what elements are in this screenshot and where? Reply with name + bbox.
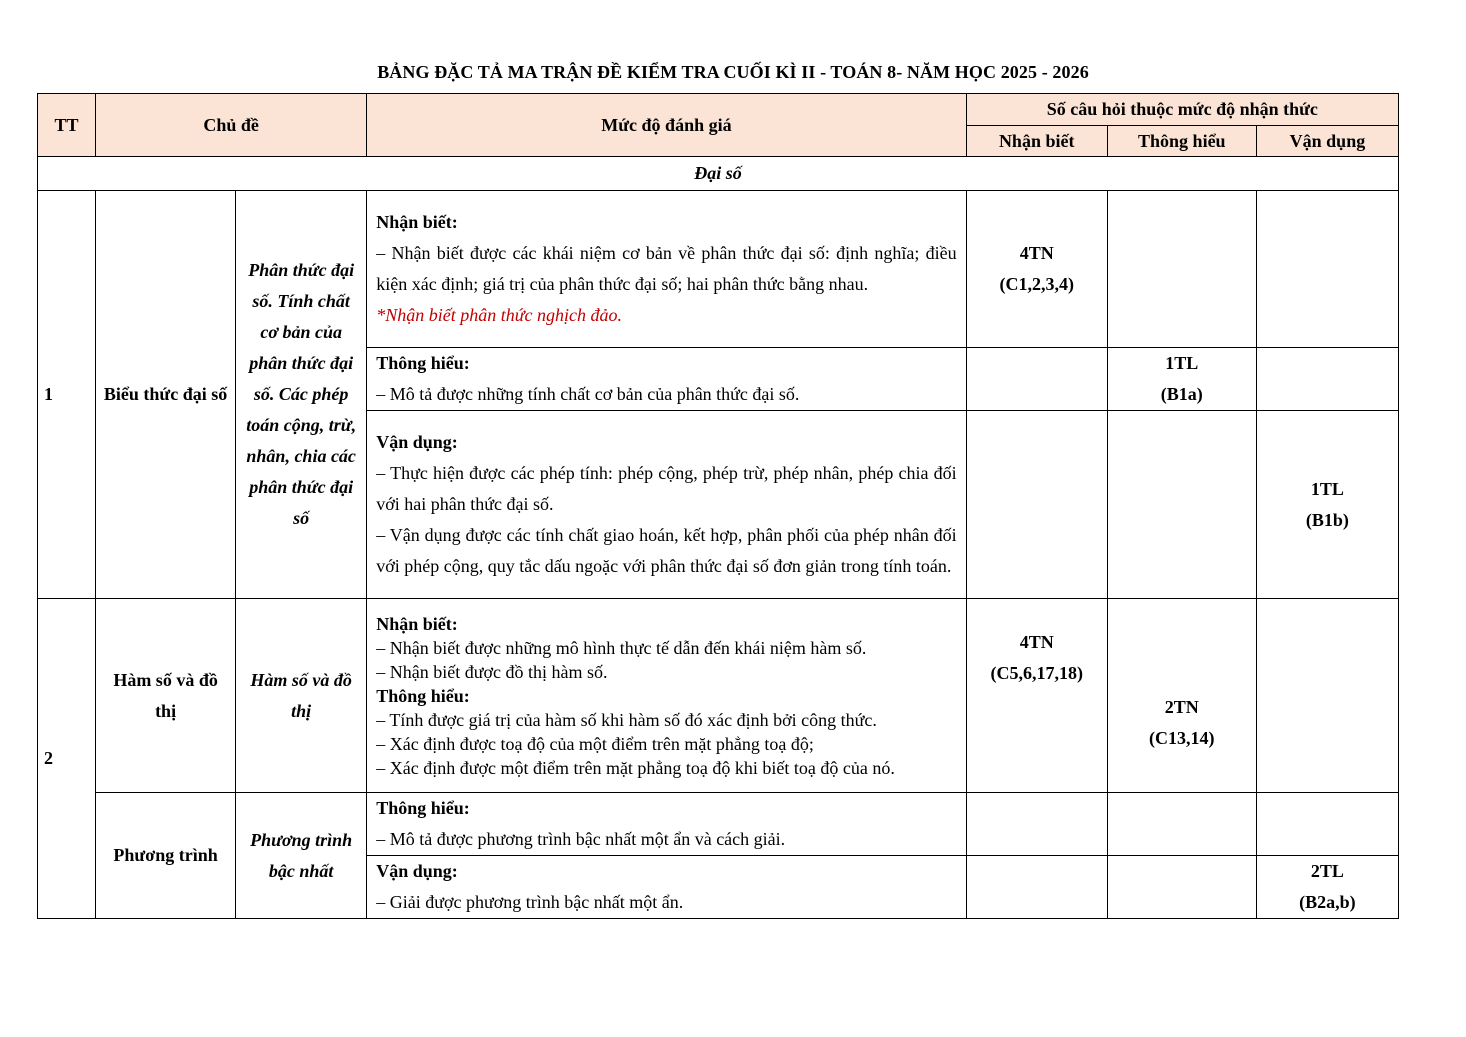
desc-r1-application (367, 411, 966, 599)
count-r2-application (1256, 599, 1398, 793)
count-value: 1TL (1310, 478, 1344, 499)
text-comprehension-2: – Xác định được toạ độ của một điểm trên mặt phẳng toạ độ; (376, 733, 814, 754)
count-r1-recognition-application (1256, 191, 1398, 348)
desc-r3-application (367, 856, 966, 919)
count-r1-application-comprehension (1107, 411, 1256, 599)
section-algebra: Đại số (38, 157, 1399, 191)
desc-r2-functions (367, 599, 966, 793)
desc-r1-recognition (367, 191, 966, 348)
text-comprehension: – Mô tả được phương trình bậc nhất một ẩn và cách giải. (376, 829, 786, 849)
header-application: Vận dụng (1256, 125, 1398, 157)
count-r1-comprehension-application (1256, 348, 1398, 411)
subtopic-functions-graphs: Hàm số và đồ thị (236, 599, 367, 793)
count-ref: (B2a,b) (1299, 892, 1356, 912)
text-comprehension-1: – Tính được giá trị của hàm số khi hàm số đó xác định bởi công thức. (376, 709, 877, 730)
count-r3-application-comprehension (1107, 856, 1256, 919)
label-application: Vận dụng: (376, 861, 458, 881)
count-r1-comprehension (1107, 348, 1256, 411)
label-comprehension: Thông hiểu: (376, 798, 470, 818)
label-comprehension: Thông hiểu: (376, 353, 470, 373)
topic-equations: Phương trình (96, 793, 236, 919)
count-r1-application (1256, 411, 1398, 599)
count-r2-comprehension (1107, 599, 1256, 793)
text-application-1: – Thực hiện được các phép tính: phép cộng, phép trừ, phép nhân, phép chia đối với hai phân thức đại số. (376, 463, 957, 514)
count-r1-application-recognition (966, 411, 1107, 599)
text-application-2: – Vận dụng được các tính chất giao hoán, kết hợp, phân phối của phép nhân đối với phép cộng, quy tắc dấu ngoặc với phân thức đại số đơn giản trong tính toán. (376, 525, 957, 576)
document-title: BẢNG ĐẶC TẢ MA TRẬN ĐỀ KIỂM TRA CUỐI KÌ II - TOÁN 8- NĂM HỌC 2025 - 2026 (377, 62, 1089, 82)
count-r1-comprehension-recognition (966, 348, 1107, 411)
header-assessment-level: Mức độ đánh giá (367, 94, 966, 157)
desc-r1-comprehension (367, 348, 966, 411)
subtopic-linear-equations: Phương trình bậc nhất (236, 793, 367, 919)
count-r2-recognition (966, 599, 1107, 793)
text-application: – Giải được phương trình bậc nhất một ẩn. (376, 892, 684, 912)
text-recognition-2: – Nhận biết được đồ thị hàm số. (376, 661, 608, 682)
count-value: 4TN (1019, 632, 1054, 652)
row-number-2: 2 (38, 599, 96, 919)
count-value: 2TL (1310, 861, 1344, 881)
count-value: 4TN (1019, 243, 1054, 263)
count-r1-recognition (966, 191, 1107, 348)
count-r3-comprehension-comprehension (1107, 793, 1256, 856)
count-ref: (C1,2,3,4) (999, 274, 1074, 294)
count-ref: (C5,6,17,18) (990, 663, 1083, 683)
label-recognition: Nhận biết: (376, 613, 458, 634)
header-recognition: Nhận biết (966, 125, 1107, 157)
count-r3-comprehension-application (1256, 793, 1398, 856)
spec-matrix-table (37, 93, 1399, 919)
count-ref: (B1a) (1160, 384, 1203, 404)
text-recognition: – Nhận biết được các khái niệm cơ bản về phân thức đại số: định nghĩa; điều kiện xác định; giá trị của phân thức đại số; hai phân thức bằng nhau. (376, 243, 957, 294)
desc-r3-comprehension (367, 793, 966, 856)
header-topic: Chủ đề (96, 94, 367, 157)
text-recognition-note: *Nhận biết phân thức nghịch đảo. (376, 305, 623, 325)
count-value: 1TL (1165, 353, 1199, 373)
text-comprehension: – Mô tả được những tính chất cơ bản của phân thức đại số. (376, 384, 800, 404)
count-r3-application (1256, 856, 1398, 919)
subtopic-rational-fractions: Phân thức đại số. Tính chất cơ bản của phân thức đại số. Các phép toán cộng, trừ, nhân, chia các phân thức đại số (236, 191, 367, 599)
count-value: 2TN (1164, 697, 1199, 717)
row-number-1: 1 (38, 191, 96, 599)
topic-functions-graphs: Hàm số và đồ thị (96, 599, 236, 793)
text-recognition-1: – Nhận biết được những mô hình thực tế dẫn đến khái niệm hàm số. (376, 637, 867, 658)
label-comprehension: Thông hiểu: (376, 685, 470, 706)
label-recognition: Nhận biết: (376, 212, 458, 232)
count-r3-application-recognition (966, 856, 1107, 919)
header-question-count: Số câu hỏi thuộc mức độ nhận thức (966, 94, 1398, 126)
topic-algebraic-expressions: Biểu thức đại số (96, 191, 236, 599)
count-r3-comprehension-recognition (966, 793, 1107, 856)
header-tt: TT (38, 94, 96, 157)
count-ref: (C13,14) (1149, 728, 1215, 748)
count-ref: (B1b) (1305, 509, 1349, 530)
text-comprehension-3: – Xác định được một điểm trên mặt phẳng toạ độ khi biết toạ độ của nó. (376, 757, 895, 778)
count-r1-recognition-comprehension (1107, 191, 1256, 348)
header-comprehension: Thông hiểu (1107, 125, 1256, 157)
label-application: Vận dụng: (376, 432, 458, 452)
